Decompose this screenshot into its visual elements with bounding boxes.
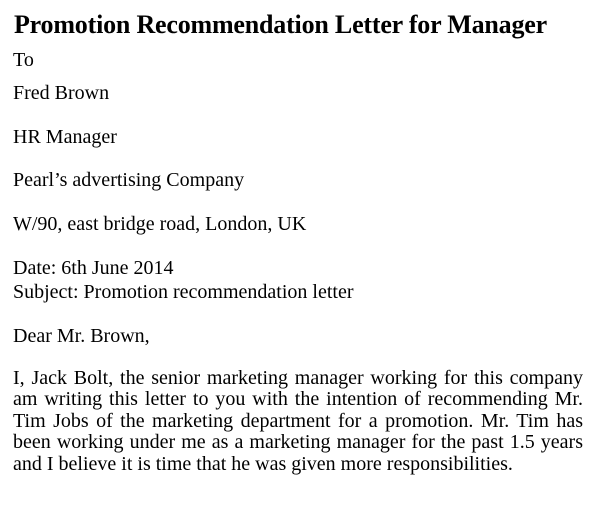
recipient-address: W/90, east bridge road, London, UK [13,213,307,235]
letter-title: Promotion Recommendation Letter for Manager [14,10,547,39]
letter-date: Date: 6th June 2014 [13,257,174,279]
to-label: To [13,49,34,71]
salutation: Dear Mr. Brown, [13,325,150,347]
recipient-role: HR Manager [13,126,117,148]
letter-body-paragraph: I, Jack Bolt, the senior marketing manager working for this company am writing this letter to you with the intention of recommending Mr. Tim Jobs of the marketing department for a promotion. Mr. Tim has been working under me as a marketing manager for the past 1.5 years and I believe it is time that he was given more responsibilities. [13,367,583,475]
recipient-company: Pearl’s advertising Company [13,169,245,191]
letter-subject: Subject: Promotion recommendation letter [13,281,354,303]
recipient-name: Fred Brown [13,82,110,104]
